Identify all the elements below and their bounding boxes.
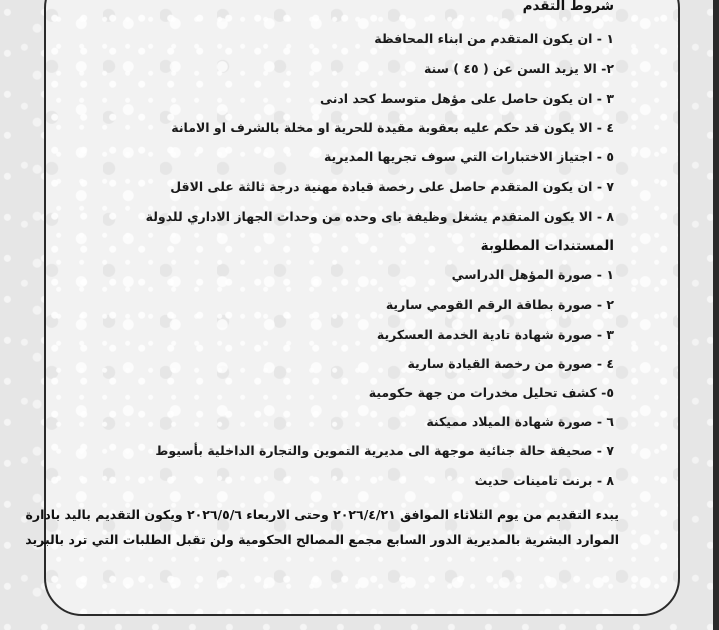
document-item: ٢ - صورة بطاقة الرقم القومي سارية	[385, 297, 614, 312]
document-item: ٧ - صحيفة حالة جنائية موجهة الى مديرية التموين والتجارة الداخلية بأسيوط	[155, 443, 614, 458]
document-item: ٦ - صورة شهادة الميلاد مميكنة	[426, 414, 614, 429]
document-item: ١ - صورة المؤهل الدراسي	[451, 267, 614, 282]
scan-edge	[713, 0, 719, 630]
document-item: ٤ - صورة من رخصة القيادة سارية	[407, 356, 614, 371]
condition-item: ٨ - الا يكون المتقدم يشغل وظيفة باى وحده من وحدات الجهاز الاداري للدولة	[145, 209, 614, 224]
submission-paragraph-line-2: الموارد البشرية بالمديرية الدور السابع مجمع المصالح الحكومية ولن تقبل الطلبات التي ترد بالبريد	[25, 532, 619, 547]
conditions-title: شروط التقدم	[522, 0, 614, 14]
document-item: ٨ - برنت تامينات حديث	[474, 473, 614, 488]
document-item: ٣ - صورة شهادة تادية الخدمة العسكرية	[376, 327, 614, 342]
condition-item: ٥ - اجتياز الاختبارات التي سوف تجريها المديرية	[323, 149, 614, 164]
documents-title: المستندات المطلوبة	[480, 238, 614, 254]
condition-item: ٤ - الا يكون قد حكم عليه بعقوبة مقيدة للحرية او مخلة بالشرف او الامانة	[171, 120, 614, 135]
document-item: ٥- كشف تحليل مخدرات من جهة حكومية	[368, 385, 614, 400]
condition-item: ٧ - ان يكون المتقدم حاصل على رخصة قيادة مهنية درجة ثالثة على الاقل	[170, 179, 614, 194]
condition-item: ١ - ان يكون المتقدم من ابناء المحافظة	[374, 31, 614, 46]
condition-item: ٢- الا يزيد السن عن ( ٤٥ ) سنة	[423, 61, 614, 76]
condition-item: ٣ - ان يكون حاصل على مؤهل متوسط كحد ادنى	[320, 91, 614, 106]
submission-paragraph-line-1: يبدء التقديم من يوم الثلاثاء الموافق ٢٠٢٦/٤/٢١ وحتى الاربعاء ٢٠٢٦/٥/٦ ويكون التقديم باليد بادارة	[25, 507, 619, 522]
